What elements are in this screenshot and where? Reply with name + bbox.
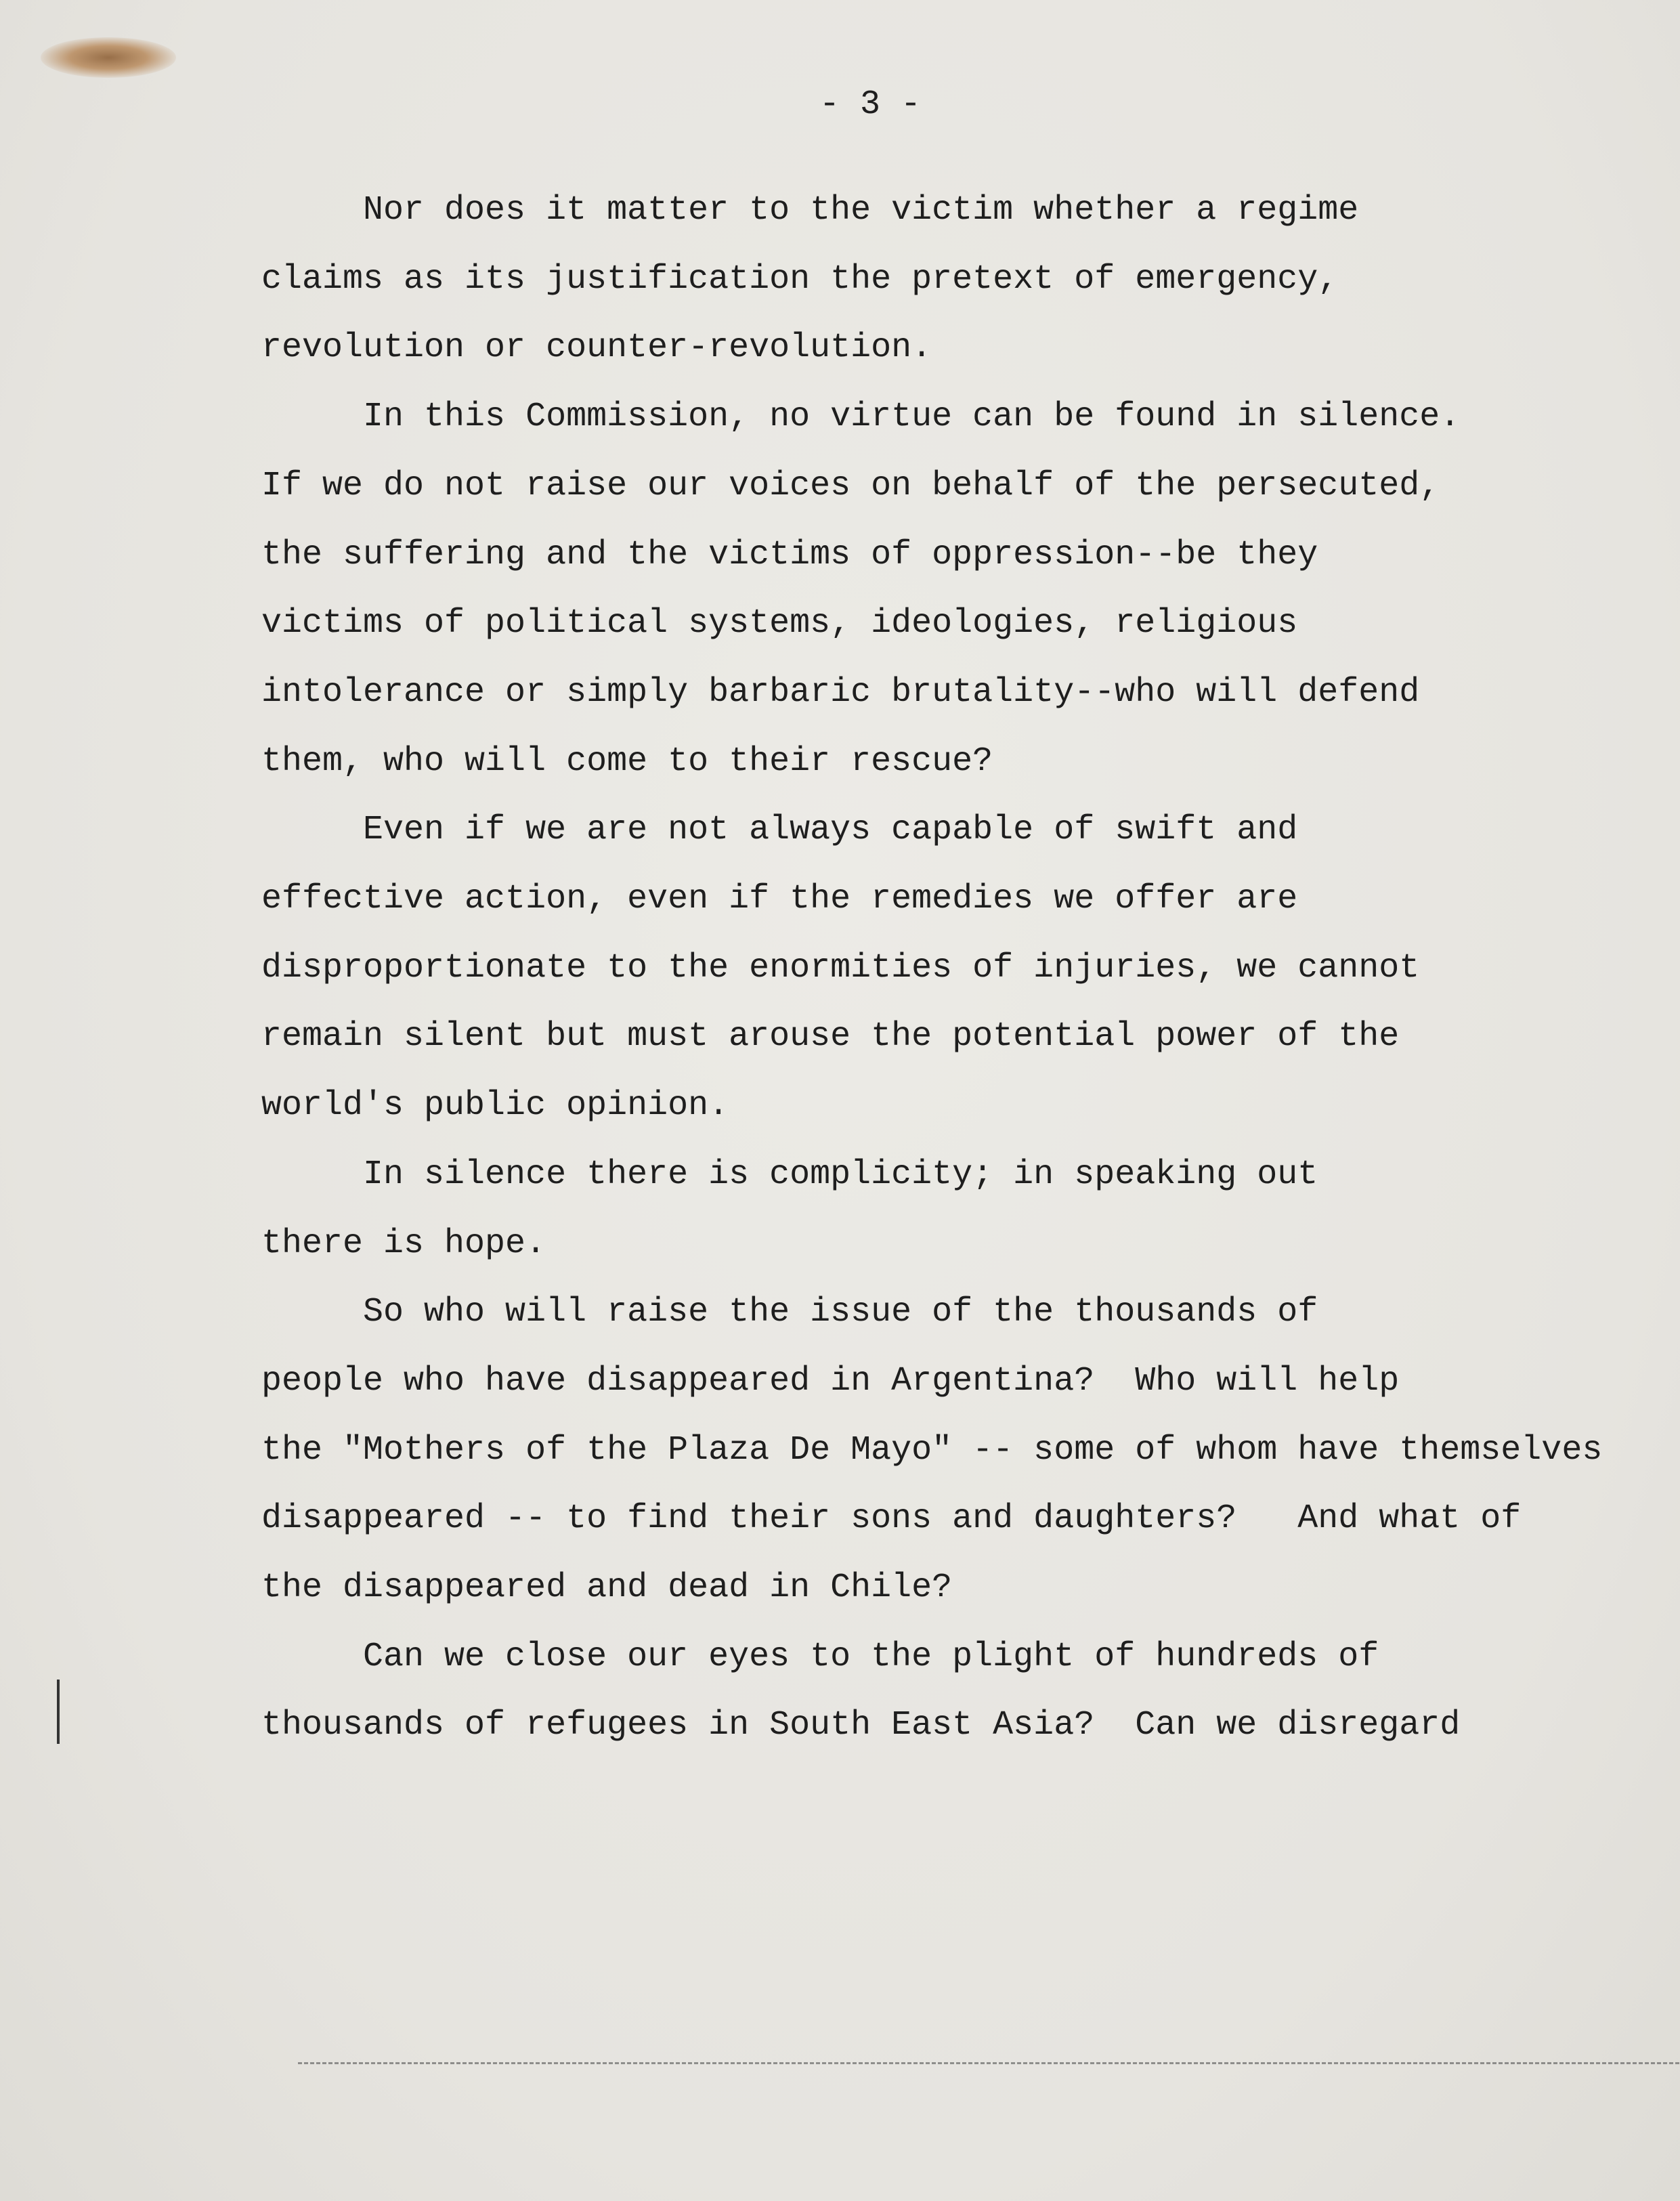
text-line: the disappeared and dead in Chile? [261, 1568, 953, 1607]
text-line: revolution or counter-revolution. [261, 328, 932, 368]
text-line: claims as its justification the pretext of emergency, [261, 259, 1339, 299]
text-line: thousands of refugees in South East Asia? Can we disregard [261, 1706, 1461, 1745]
rust-stain [41, 37, 176, 78]
text-line: victims of political systems, ideologies, religious [261, 604, 1298, 643]
text-line: them, who will come to their rescue? [261, 742, 993, 781]
text-line: intolerance or simply barbaric brutality--who will defend [261, 672, 1420, 712]
text-line: the suffering and the victims of oppression--be they [261, 535, 1318, 574]
text-line: world's public opinion. [261, 1086, 729, 1126]
margin-mark [57, 1680, 60, 1744]
text-line: So who will raise the issue of the thousands of [261, 1293, 1318, 1332]
text-line: disproportionate to the enormities of injuries, we cannot [261, 948, 1420, 987]
dashed-line [298, 2062, 1679, 2064]
text-line: Can we close our eyes to the plight of hundreds of [261, 1637, 1379, 1676]
text-line: Even if we are not always capable of swift and [261, 811, 1298, 850]
text-line: If we do not raise our voices on behalf of the persecuted, [261, 466, 1440, 505]
page-number: - 3 - [819, 85, 922, 124]
text-line: In this Commission, no virtue can be found in silence. [261, 398, 1461, 437]
text-line: remain silent but must arouse the potential power of the [261, 1017, 1400, 1056]
text-line: Nor does it matter to the victim whether a regime [261, 191, 1359, 230]
text-line: effective action, even if the remedies we offer are [261, 880, 1298, 918]
text-line: there is hope. [261, 1224, 546, 1263]
text-line: In silence there is complicity; in speaking out [261, 1155, 1318, 1194]
text-line: disappeared -- to find their sons and daughters? And what of [261, 1499, 1522, 1539]
text-line: people who have disappeared in Argentina? Who will help [261, 1361, 1400, 1401]
text-line: the "Mothers of the Plaza De Mayo" -- some of whom have themselves [261, 1430, 1603, 1470]
